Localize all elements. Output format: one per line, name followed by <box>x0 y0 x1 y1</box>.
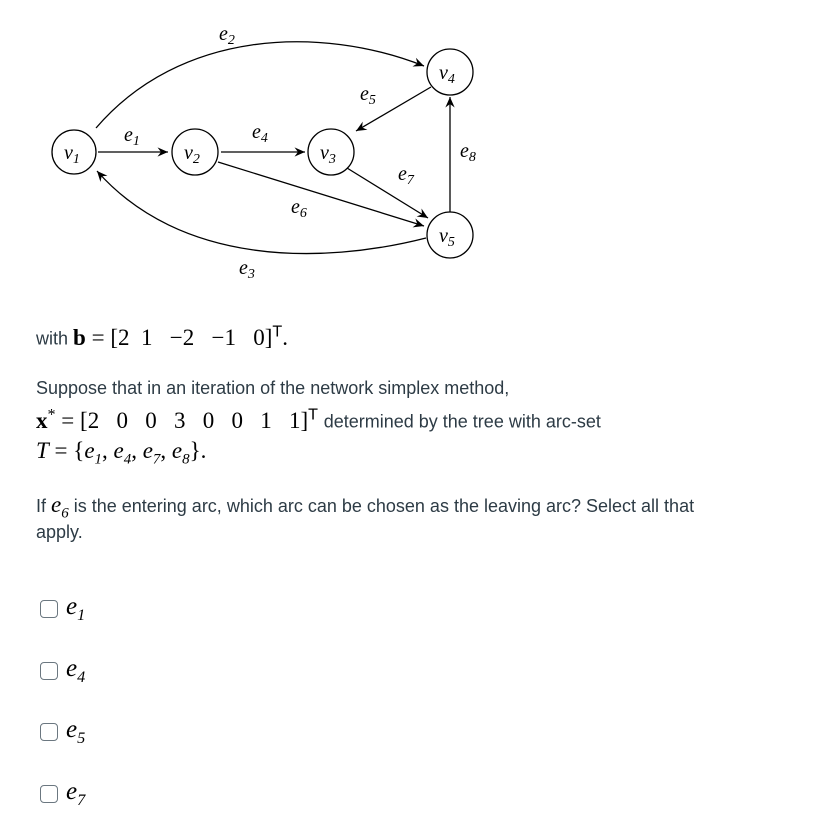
x-symbol: x <box>36 407 48 433</box>
tree-arc: $e_1$ <box>84 438 103 468</box>
edge-label-e3: $e_3$ <box>239 257 255 282</box>
node-v2 <box>172 129 218 175</box>
tree-set-line <box>36 438 206 469</box>
edge-label-e6: $e_6$ <box>291 196 307 221</box>
question-post: is the entering arc, which arc can be chosen as the leaving arc? Select all that <box>73 496 695 516</box>
equals-sign: = <box>54 438 68 463</box>
x-value: 0 <box>231 407 243 433</box>
b-vector-line <box>36 322 288 351</box>
x-vector-math: x* = [2 0 0 3 0 0 1 1]$^T$ <box>36 405 318 433</box>
node-label: $v_1$ <box>64 142 80 167</box>
x-value: 0 <box>202 407 215 433</box>
edge-e3 <box>97 171 426 254</box>
x-vector-line <box>36 405 601 434</box>
b-value: 2 <box>117 324 130 350</box>
question-line2: apply. <box>36 522 83 542</box>
node-v3 <box>308 129 354 175</box>
tree-set-math: $T = \{e_1$, $e_4$, $e_7$, $e_8$}. <box>36 438 207 468</box>
determined-text: determined by the tree with arc-set <box>323 411 601 432</box>
equals-sign: = <box>61 407 75 433</box>
network-graph <box>0 0 819 300</box>
option-e1[interactable] <box>40 593 85 625</box>
option-e7[interactable] <box>40 778 85 810</box>
option-label: $e_4$ <box>66 655 86 686</box>
with-label: with <box>36 328 69 349</box>
star-mark: * <box>47 406 56 423</box>
b-value: 0 <box>253 324 265 350</box>
node-label: $v_3$ <box>320 142 336 167</box>
b-value: −1 <box>211 324 236 350</box>
t-symbol: T <box>36 438 49 463</box>
transpose-mark: T <box>272 322 283 340</box>
transpose-mark: T <box>308 405 318 423</box>
node-v4 <box>427 49 473 95</box>
question-text <box>36 492 694 523</box>
x-value: 0 <box>145 407 157 433</box>
option-label: $e_1$ <box>66 593 86 624</box>
x-value: 0 <box>116 407 128 433</box>
option-label: $e_7$ <box>66 778 86 809</box>
checkbox[interactable] <box>40 600 58 618</box>
b-value: 1 <box>140 324 153 350</box>
option-e4[interactable] <box>40 655 85 687</box>
edge-label-e7: $e_7$ <box>398 163 414 188</box>
edge-label-e2: $e_2$ <box>219 23 235 48</box>
node-label: $v_5$ <box>439 225 455 250</box>
tree-arc: $e_4$ <box>113 438 132 468</box>
checkbox[interactable] <box>40 723 58 741</box>
entering-arc: $e_6$ <box>51 492 69 522</box>
b-value: −2 <box>169 324 195 350</box>
period: . <box>282 324 288 350</box>
edge-label-e5: $e_5$ <box>360 83 376 108</box>
option-label: $e_5$ <box>66 716 86 747</box>
node-v1 <box>52 130 96 174</box>
suppose-text: Suppose that in an iteration of the network simplex method, <box>36 378 510 398</box>
x-value: 1 <box>260 407 272 433</box>
option-e5[interactable] <box>40 716 85 748</box>
node-v5 <box>427 212 473 258</box>
b-symbol: b <box>73 324 86 350</box>
tree-arc: $e_7$ <box>142 438 161 468</box>
node-label: $v_4$ <box>439 62 455 87</box>
edge-e7 <box>347 168 428 218</box>
edge-e2 <box>96 42 424 128</box>
b-vector-math: b = [2 1 −2 −1 0]$^T$. <box>73 322 288 350</box>
checkbox[interactable] <box>40 785 58 803</box>
edge-label-e1: $e_1$ <box>124 124 140 149</box>
x-value: 3 <box>173 407 186 433</box>
checkbox[interactable] <box>40 662 58 680</box>
tree-arc: $e_8$ <box>171 438 190 468</box>
node-label: $v_2$ <box>184 142 200 167</box>
edge-label-e8: $e_8$ <box>460 140 476 165</box>
question-pre: If <box>36 496 47 516</box>
x-value: 2 <box>87 407 100 433</box>
equals-sign: = <box>91 324 105 350</box>
x-value: 1 <box>288 407 301 433</box>
edge-label-e4: $e_4$ <box>252 121 268 146</box>
